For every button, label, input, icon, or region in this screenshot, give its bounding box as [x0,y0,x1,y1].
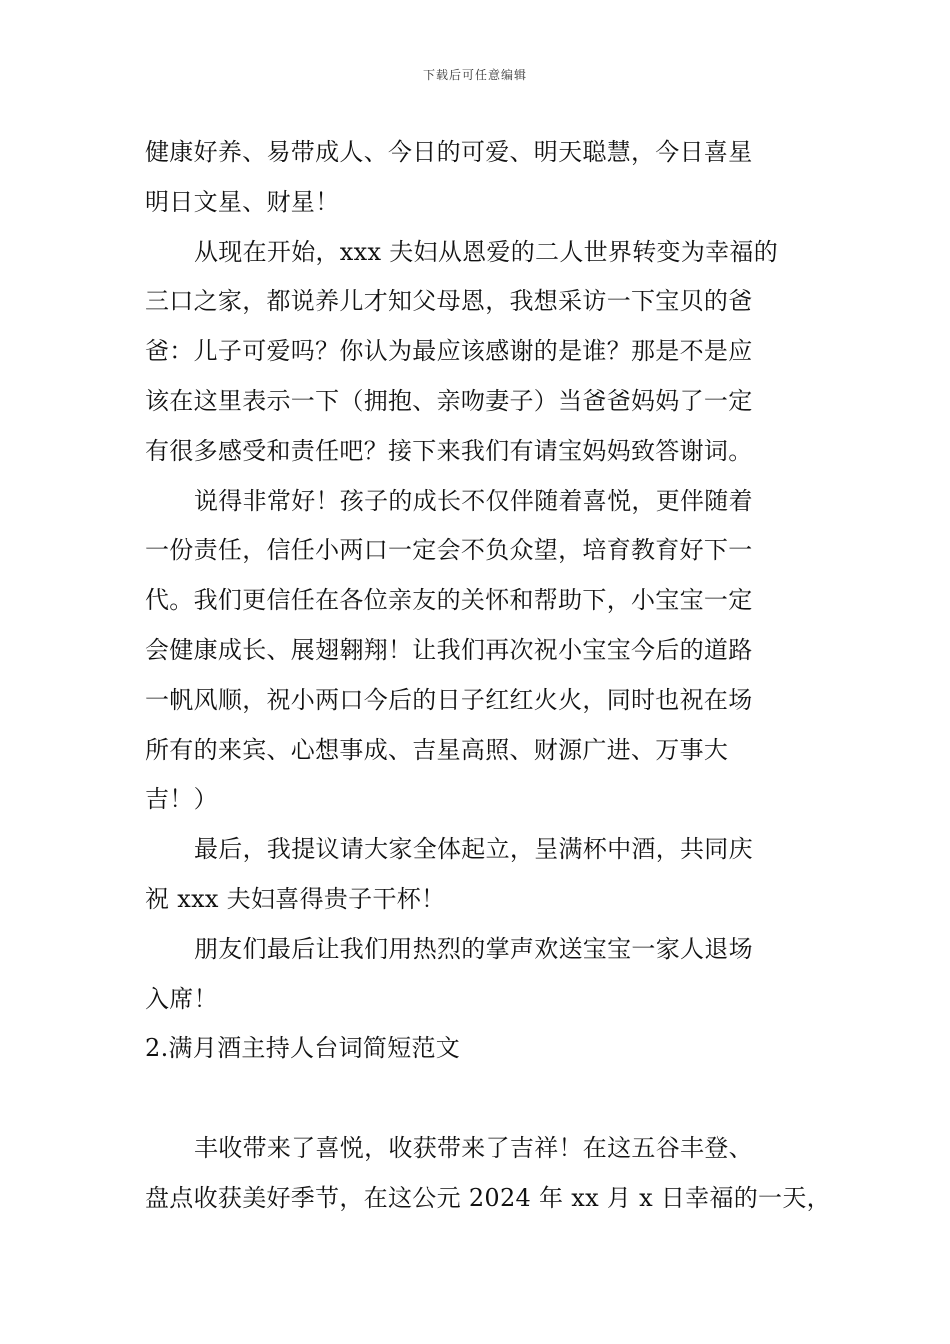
text-line: 明日文星、财星！ [145,187,340,216]
text-line: 所有的来宾、心想事成、吉星高照、财源广进、万事大 [145,735,729,764]
text-line: 代。我们更信任在各位亲友的关怀和帮助下，小宝宝一定 [145,586,753,615]
text-line: 说得非常好！孩子的成长不仅伴随着喜悦，更伴随着 [194,486,753,515]
text-line: 朋友们最后让我们用热烈的掌声欢送宝宝一家人退场 [194,934,753,963]
blank-line [145,1074,810,1124]
text-line: 丰收带来了喜悦，收获带来了吉祥！在这五谷丰登、 [194,1133,753,1162]
text-line: 健康好养、易带成人、今日的可爱、明天聪慧，今日喜星 [145,138,753,166]
text-line: 最后，我提议请大家全体起立，呈满杯中酒，共同庆 [194,835,753,864]
document-body [145,128,831,1224]
text-line: 会健康成长、展翅翱翔！让我们再次祝小宝宝今后的道路 [145,635,753,664]
text-line: 祝 xxx 夫妇喜得贵子干杯！ [145,884,446,913]
text-line: 一帆风顺，祝小两口今后的日子红红火火，同时也祝在场 [145,685,753,714]
text-line: 盘点收获美好季节，在这公元 2024 年 xx 月 x 日幸福的一天， [145,1183,831,1212]
text-line: 吉！） [145,785,218,814]
text-line: 入席！ [145,984,218,1013]
text-line: 从现在开始，xxx 夫妇从恩爱的二人世界转变为幸福的 [194,237,779,266]
section-heading: 2.满月酒主持人台词简短范文 [145,1034,461,1063]
text-line: 有很多感受和责任吧？接下来我们有请宝妈妈致答谢词。 [145,436,753,465]
text-line: 爸：儿子可爱吗？你认为最应该感谢的是谁？那是不是应 [145,337,753,366]
page-header: 下载后可任意编辑 [422,68,527,82]
text-line: 三口之家，都说养儿才知父母恩，我想采访一下宝贝的爸 [145,287,753,316]
text-line: 该在这里表示一下（拥抱、亲吻妻子）当爸爸妈妈了一定 [145,386,753,415]
text-line: 一份责任，信任小两口一定会不负众望，培育教育好下一 [145,536,753,565]
